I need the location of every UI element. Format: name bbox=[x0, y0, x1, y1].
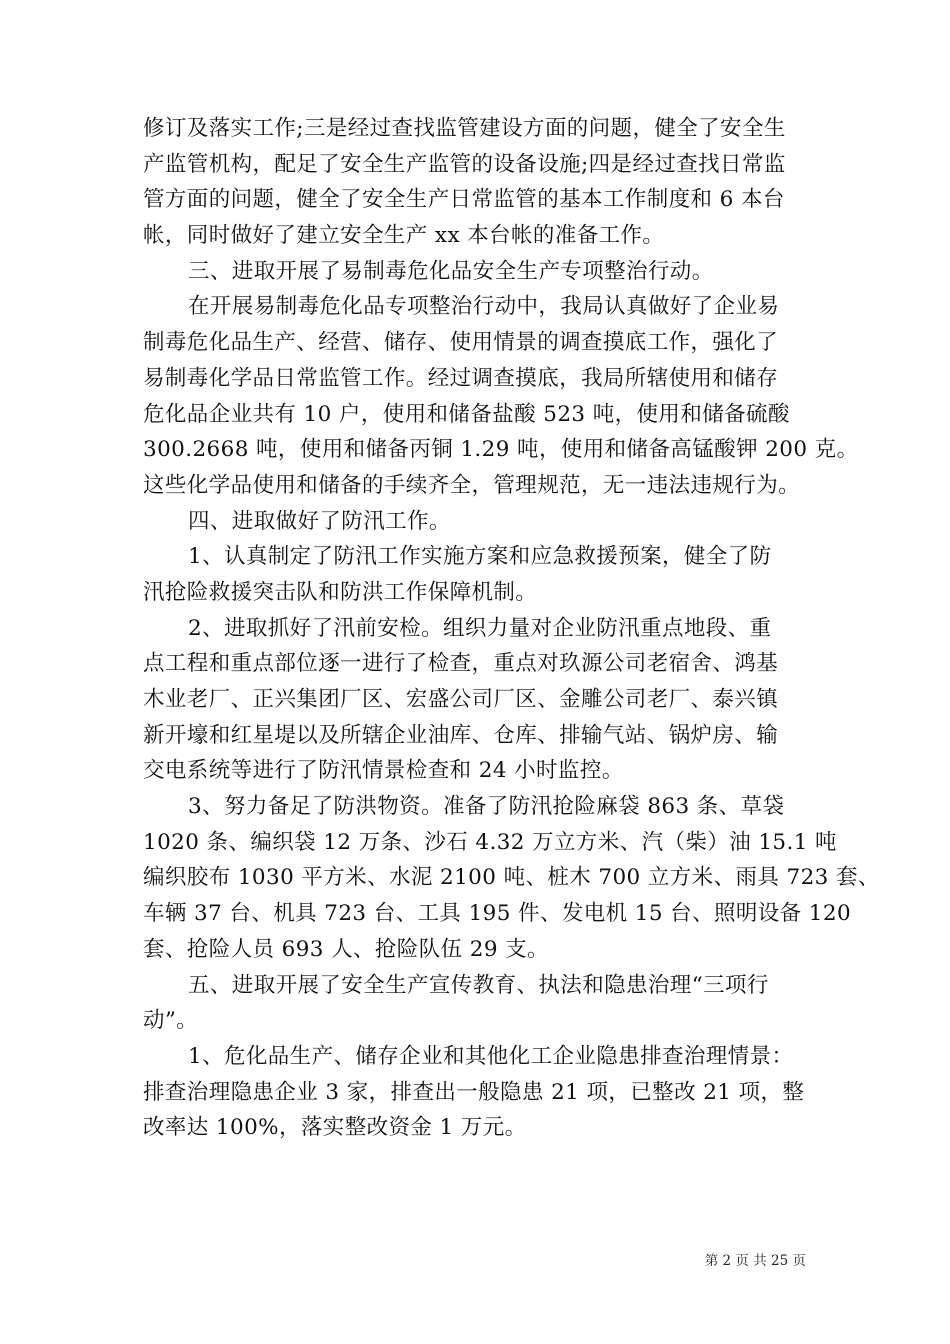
text-line: 制毒危化品生产、经营、储存、使用情景的调查摸底工作，强化了 bbox=[143, 330, 779, 356]
text-line: 交电系统等进行了防汛情景检查和 24 小时监控。 bbox=[143, 758, 624, 784]
text-line: 四、进取做好了防汛工作。 bbox=[188, 508, 451, 534]
text-line: 排查治理隐患企业 3 家，排查出一般隐患 21 项，已整改 21 项，整 bbox=[143, 1079, 805, 1105]
text-line: 1、危化品生产、储存企业和其他化工企业隐患排查治理情景： bbox=[188, 1043, 794, 1069]
text-line: 编织胶布 1030 平方米、水泥 2100 吨、桩木 700 立方米、雨具 723 套、 bbox=[143, 865, 880, 891]
text-line: 2、进取抓好了汛前安检。组织力量对企业防汛重点地段、重 bbox=[188, 615, 772, 641]
text-line: 车辆 37 台、机具 723 台、工具 195 件、发电机 15 台、照明设备 120 bbox=[143, 901, 852, 927]
text-line: 点工程和重点部位逐一进行了检查，重点对玖源公司老宿舍、鸿基 bbox=[143, 651, 779, 677]
text-line: 修订及落实工作;三是经过查找监管建设方面的问题，健全了安全生 bbox=[143, 116, 786, 141]
text-line: 在开展易制毒危化品专项整治行动中，我局认真做好了企业易 bbox=[188, 294, 780, 320]
text-line: 动”。 bbox=[143, 1008, 199, 1034]
document-body bbox=[143, 111, 880, 1146]
text-line: 1、认真制定了防汛工作实施方案和应急救援预案，健全了防 bbox=[188, 544, 772, 570]
text-line: 新开壕和红星堤以及所辖企业油库、仓库、排输气站、锅炉房、输 bbox=[143, 722, 779, 748]
text-line: 套、抢险人员 693 人、抢险队伍 29 支。 bbox=[143, 936, 549, 962]
page-number: 第 2 页 共 25 页 bbox=[704, 1253, 806, 1269]
text-line: 这些化学品使用和储备的手续齐全，管理规范，无一违法违规行为。 bbox=[143, 472, 801, 498]
text-line: 易制毒化学品日常监管工作。经过调查摸底，我局所辖使用和储存 bbox=[143, 365, 779, 391]
text-line: 1020 条、编织袋 12 万条、沙石 4.32 万立方米、汽（柴）油 15.1 吨 bbox=[143, 829, 837, 855]
text-line: 管方面的问题，健全了安全生产日常监管的基本工作制度和 6 本台 bbox=[143, 187, 785, 213]
text-line: 3、努力备足了防洪物资。准备了防汛抢险麻袋 863 条、草袋 bbox=[188, 794, 785, 820]
text-line: 产监管机构，配足了安全生产监管的设备设施;四是经过查找日常监 bbox=[143, 151, 786, 177]
text-line: 300.2668 吨，使用和储备丙铜 1.29 吨，使用和储备高锰酸钾 200 克。 bbox=[143, 437, 859, 463]
text-line: 危化品企业共有 10 户，使用和储备盐酸 523 吨，使用和储备硫酸 bbox=[143, 401, 790, 427]
text-line: 帐，同时做好了建立安全生产 xx 本台帐的准备工作。 bbox=[143, 223, 665, 249]
text-line: 五、进取开展了安全生产宣传教育、执法和隐患治理“三项行 bbox=[188, 972, 769, 998]
text-line: 木业老厂、正兴集团厂区、宏盛公司厂区、金雕公司老厂、泰兴镇 bbox=[143, 687, 779, 712]
text-line: 改率达 100%，落实整改资金 1 万元。 bbox=[143, 1115, 527, 1141]
text-line: 汛抢险救援突击队和防洪工作保障机制。 bbox=[143, 579, 538, 605]
text-line: 三、进取开展了易制毒危化品安全生产专项整治行动。 bbox=[188, 258, 714, 284]
